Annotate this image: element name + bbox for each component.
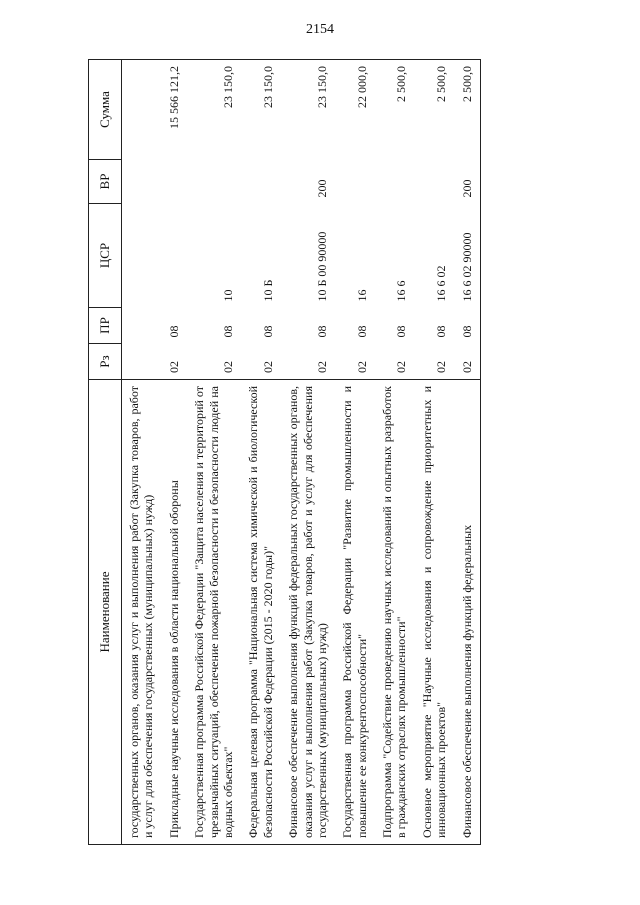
row-sum — [122, 60, 162, 160]
rotated-budget-table-page — [88, 60, 598, 845]
table-row — [122, 60, 162, 845]
table-row — [335, 60, 375, 845]
row-pr — [122, 308, 162, 344]
row-csr: 10 — [220, 289, 235, 302]
row-sum: 22 000,0 — [335, 60, 375, 160]
row-csr — [122, 204, 162, 308]
row-csr: 16 6 02 90000 — [455, 204, 481, 308]
row-name: Прикладные научные исследования в области национальной обороны — [162, 380, 187, 845]
row-vr — [187, 160, 241, 204]
table-row — [162, 60, 187, 845]
header-sum: Сумма — [89, 60, 122, 160]
row-sum: 2 500,0 — [415, 60, 455, 160]
row-rz: 02 — [394, 361, 409, 373]
row-pr: 08 — [166, 325, 181, 338]
row-pr: 08 — [354, 325, 369, 338]
row-sum: 2 500,0 — [455, 60, 481, 160]
row-sum: 23 150,0 — [187, 60, 241, 160]
row-rz: 02 — [260, 361, 275, 373]
row-name: Основное мероприятие "Научные исследования и сопровождение приоритетных и инновационных проектов" — [415, 380, 455, 845]
row-csr — [162, 204, 187, 308]
row-rz — [122, 344, 162, 380]
row-name: Финансовое обеспечение выполнения функций федеральных государственных органов, оказания услуг и выполнения работ (Закупка товаров, работ и услуг для обеспечения государственных (муниципальных) нужд) — [281, 380, 335, 845]
row-name: Федеральная целевая программа "Национальная система химической и биологической безопасности Российской Федерации (2015 - 2020 годы)" — [241, 380, 281, 845]
table-row — [241, 60, 281, 845]
row-rz: 02 — [166, 361, 181, 373]
row-vr — [335, 160, 375, 204]
row-pr: 08 — [455, 308, 481, 344]
budget-table — [88, 59, 481, 845]
row-name: Государственная программа Российской Федерации "Развитие промышленности и повышение ее конкурентоспособности" — [335, 380, 375, 845]
row-name: государственных органов, оказания услуг и выполнения работ (Закупка товаров, работ и услуг для обеспечения государственных (муниципальных) нужд) — [122, 380, 162, 845]
header-csr: ЦСР — [89, 204, 122, 308]
row-name: Подпрограмма "Содействие проведению научных исследований и опытных разработок в гражданских отраслях промышленности" — [375, 380, 415, 845]
row-vr — [415, 160, 455, 204]
row-pr: 08 — [434, 325, 449, 338]
row-csr: 10 Б — [260, 279, 275, 302]
row-vr — [122, 160, 162, 204]
header-rz: Рз — [89, 344, 122, 380]
table-row — [281, 60, 335, 845]
table-row — [415, 60, 455, 845]
table-row — [187, 60, 241, 845]
row-pr: 08 — [394, 325, 409, 338]
row-sum: 2 500,0 — [375, 60, 415, 160]
row-pr: 08 — [220, 325, 235, 338]
row-csr: 10 Б 00 90000 — [314, 231, 329, 302]
row-rz: 02 — [220, 361, 235, 373]
table-row — [375, 60, 415, 845]
row-vr — [162, 160, 187, 204]
row-pr: 08 — [260, 325, 275, 338]
row-vr — [241, 160, 281, 204]
header-name: Наименование — [89, 380, 122, 845]
table-row — [455, 60, 481, 845]
header-vr: ВР — [89, 160, 122, 204]
row-sum: 23 150,0 — [281, 60, 335, 160]
row-name: Государственная программа Российской Федерации "Защита населения и территорий от чрезвычайных ситуаций, обеспечение пожарной безопасности и безопасности людей на водных объектах" — [187, 380, 241, 845]
row-name: Финансовое обеспечение выполнения функций федеральных — [455, 380, 481, 845]
row-vr — [375, 160, 415, 204]
row-csr: 16 — [354, 289, 369, 302]
row-sum: 15 566 121,2 — [162, 60, 187, 160]
table-header-row — [89, 60, 122, 845]
row-pr: 08 — [314, 325, 329, 338]
row-sum: 23 150,0 — [241, 60, 281, 160]
row-csr: 16 6 — [394, 280, 409, 302]
row-rz: 02 — [354, 361, 369, 373]
row-rz: 02 — [314, 361, 329, 373]
row-vr: 200 — [455, 160, 481, 204]
header-pr: ПР — [89, 308, 122, 344]
row-rz: 02 — [434, 361, 449, 373]
row-csr: 16 6 02 — [434, 265, 449, 302]
row-vr: 200 — [314, 179, 329, 198]
row-rz: 02 — [455, 344, 481, 380]
page-number: 2154 — [306, 22, 334, 37]
